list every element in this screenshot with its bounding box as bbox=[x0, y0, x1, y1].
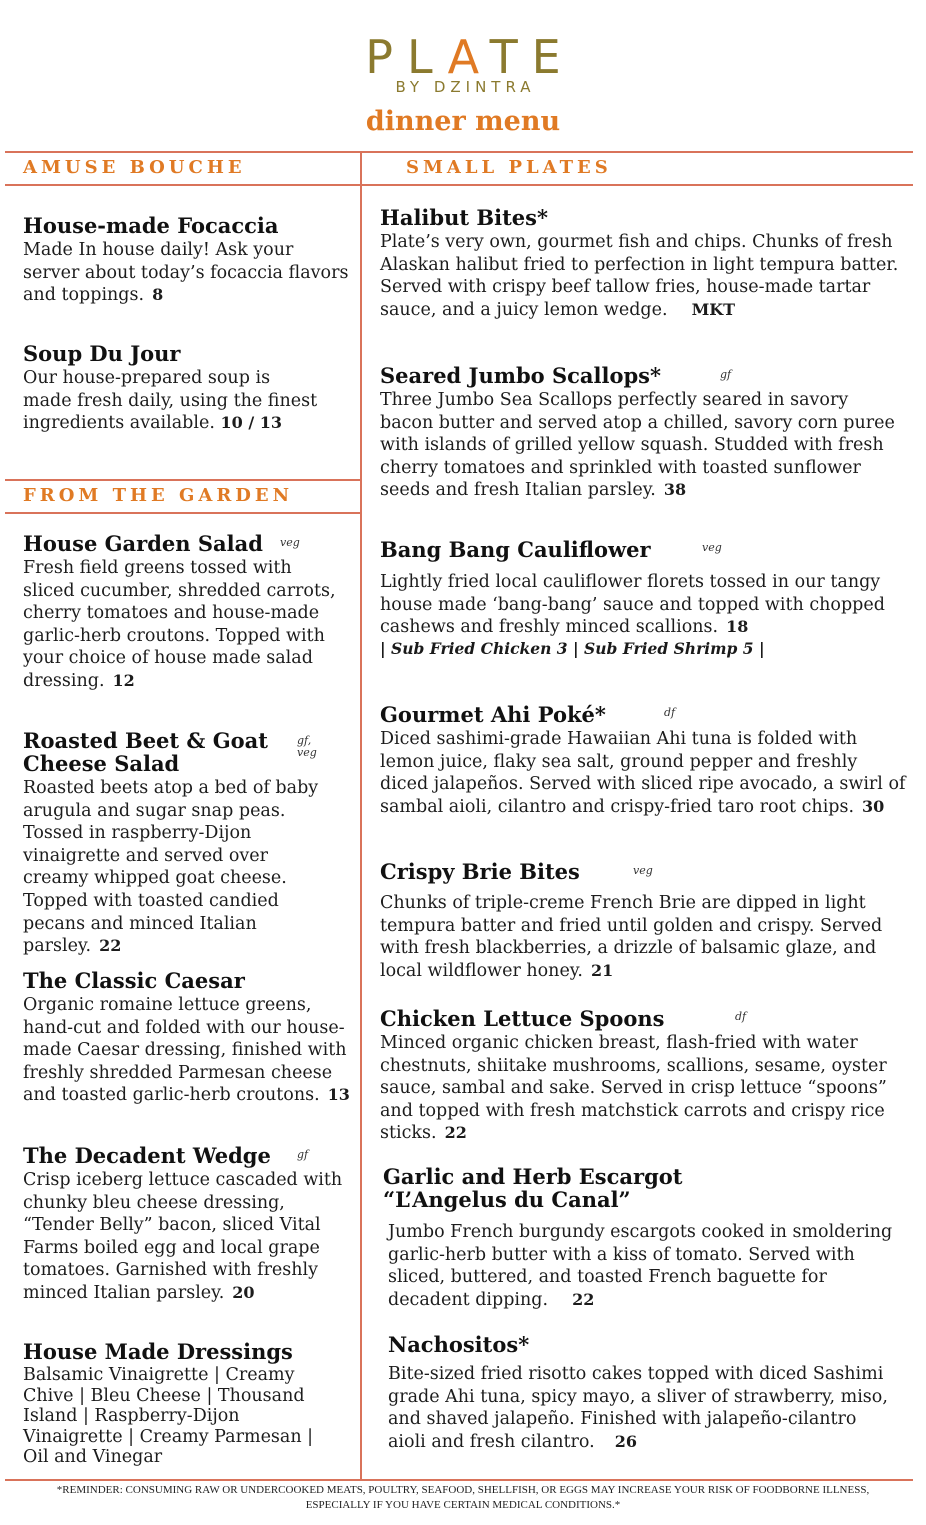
menu-item-halibut-bites bbox=[380, 206, 900, 321]
garden-bottom-rule bbox=[5, 512, 361, 514]
item-description: Plate’s very own, gourmet fish and chips. Chunks of fresh Alaskan halibut fried to perfection in light tempura batter. Served with crispy beef tallow fries, house-made tartar sauce, and a juicy lemon wedge. bbox=[380, 232, 899, 320]
item-title: Seared Jumbo Scallops* bbox=[380, 363, 661, 388]
item-description: Diced sashimi-grade Hawaiian Ahi tuna is folded with lemon juice, flaky sea salt, ground pepper and freshly diced jalapeños. Served with sliced ripe avocado, a swirl of sambal aioli, cilantro and crispy-fried taro root chips. bbox=[380, 729, 906, 817]
garden-top-rule bbox=[5, 479, 361, 481]
logo-subtitle: BY DZINTRA bbox=[395, 78, 536, 96]
item-price: 20 bbox=[232, 1282, 255, 1302]
item-title: Soup Du Jour bbox=[23, 341, 181, 366]
item-price: 13 bbox=[327, 1085, 350, 1105]
item-description: Fresh field greens tossed with sliced cucumber, shredded carrots, cherry tomatoes and house-made garlic-herb croutons. Topped with your choice of house made salad dressing. bbox=[23, 558, 336, 691]
section-from-the-garden: FROM THE GARDEN bbox=[23, 485, 294, 506]
item-title: The Classic Caesar bbox=[23, 968, 245, 993]
item-title: Gourmet Ahi Poké* bbox=[380, 702, 606, 727]
item-title: House Made Dressings bbox=[23, 1339, 293, 1364]
menu-item-decadent-wedge bbox=[23, 1144, 343, 1305]
menu-item-crispy-brie-bites bbox=[380, 860, 890, 982]
menu-item-seared-scallops bbox=[380, 364, 900, 502]
item-price: 12 bbox=[112, 670, 135, 690]
logo-wordmark: PLATE bbox=[365, 30, 575, 84]
top-rule bbox=[5, 151, 913, 153]
item-title: Bang Bang Cauliflower bbox=[380, 537, 651, 562]
item-description: Organic romaine lettuce greens, hand-cut and folded with our house-made Caesar dressing, finished with freshly shredded Parmesan cheese and toasted garlic-herb croutons. bbox=[23, 995, 347, 1106]
menu-item-house-dressings bbox=[23, 1340, 333, 1468]
item-description: Three Jumbo Sea Scallops perfectly seared in savory bacon butter and served atop a chilled, savory corn puree with islands of grilled yellow squash. Studded with fresh cherry tomatoes and sprinkled with toasted sunflower seeds and fresh Italian parsley. bbox=[380, 390, 895, 501]
item-description: Crisp iceberg lettuce cascaded with chunky bleu cheese dressing, “Tender Belly” bacon, sliced Vital Farms boiled egg and local grape tomatoes. Garnished with freshly minced Italian parsley. bbox=[23, 1170, 343, 1303]
item-price: 30 bbox=[862, 796, 885, 816]
item-description: Roasted beets atop a bed of baby arugula and sugar snap peas. Tossed in raspberry-Dijon vinaigrette and served over creamy whipped goat cheese. Topped with toasted candied pecans and minced Italian parsley. bbox=[23, 778, 319, 957]
diet-tag: veg bbox=[280, 536, 300, 549]
menu-item-classic-caesar bbox=[23, 969, 355, 1107]
item-description: Our house-prepared soup is made fresh daily, using the finest ingredients available. bbox=[23, 368, 318, 434]
item-price: 22 bbox=[572, 1289, 595, 1309]
diet-tag: df bbox=[735, 1010, 747, 1023]
menu-item-soup bbox=[23, 342, 323, 435]
item-price: MKT bbox=[691, 299, 736, 319]
item-price: 10 / 13 bbox=[220, 413, 282, 433]
diet-tag: gf bbox=[297, 1148, 309, 1161]
item-title: The Decadent Wedge bbox=[23, 1143, 271, 1168]
item-title: Roasted Beet & Goat Cheese Salad bbox=[23, 728, 268, 776]
item-title: Halibut Bites* bbox=[380, 205, 548, 230]
food-safety-disclaimer: *REMINDER: CONSUMING RAW OR UNDERCOOKED MEATS, POULTRY, SEAFOOD, SHELLFISH, OR EGGS MAY INCREASE YOUR RISK OF FOODBORNE ILLNESS, ESPECIALLY IF YOU HAVE CERTAIN MEDICAL CONDITIONS.* bbox=[56, 1484, 870, 1511]
item-description: Lightly fried local cauliflower florets tossed in our tangy house made ‘bang-bang’ sauce and topped with chopped cashews and freshly minced scallions. bbox=[380, 572, 885, 638]
menu-item-nachositos bbox=[388, 1333, 898, 1453]
item-description: Bite-sized fried risotto cakes topped with diced Sashimi grade Ahi tuna, spicy mayo, a sliver of strawberry, miso, and shaved jalapeño. Finished with jalapeño-cilantro aioli and fresh cilantro. bbox=[388, 1364, 888, 1452]
item-description: Chunks of triple-creme French Brie are dipped in light tempura batter and fried until golden and crispy. Served with fresh blackberries, a drizzle of balsamic glaze, and local wildflower honey. bbox=[380, 893, 883, 981]
item-description: Made In house daily! Ask your server about today’s focaccia flavors and toppings. bbox=[23, 240, 349, 306]
menu-item-focaccia bbox=[23, 214, 353, 307]
item-title: Chicken Lettuce Spoons bbox=[380, 1006, 665, 1031]
menu-item-house-garden-salad bbox=[23, 532, 343, 693]
item-price: 22 bbox=[444, 1123, 467, 1143]
column-divider bbox=[360, 152, 362, 1480]
menu-item-bang-bang-cauliflower bbox=[380, 538, 900, 659]
substitution-options: | Sub Fried Chicken 3 | Sub Fried Shrimp 5 | bbox=[380, 638, 765, 658]
item-price: 38 bbox=[663, 480, 687, 500]
item-title: House-made Focaccia bbox=[23, 213, 279, 238]
diet-tag: df bbox=[664, 706, 676, 719]
item-price: 22 bbox=[99, 936, 122, 956]
item-description: Balsamic Vinaigrette | Creamy Chive | Bleu Cheese | Thousand Island | Raspberry-Dijon Vinaigrette | Creamy Parmesan | Oil and Vinegar bbox=[23, 1365, 314, 1467]
diet-tag: veg bbox=[702, 541, 722, 554]
menu-item-escargot bbox=[383, 1165, 893, 1311]
item-description: Minced organic chicken breast, flash-fried with water chestnuts, shiitake mushrooms, scallions, sesame, oyster sauce, sambal and sake. Served in crisp lettuce “spoons” and topped with fresh matchstick carrots and crispy rice sticks. bbox=[380, 1033, 887, 1144]
menu-item-chicken-lettuce-spoons bbox=[380, 1007, 890, 1145]
item-price: 26 bbox=[614, 1431, 637, 1451]
item-price: 8 bbox=[152, 285, 164, 305]
item-price: 18 bbox=[726, 617, 749, 637]
item-price: 21 bbox=[590, 960, 614, 980]
diet-tag: gf, veg bbox=[297, 734, 317, 759]
section-small-plates: SMALL PLATES bbox=[406, 157, 612, 178]
header-rule bbox=[5, 184, 913, 186]
diet-tag: veg bbox=[633, 864, 653, 877]
item-description: Jumbo French burgundy escargots cooked in smoldering garlic-herb butter with a kiss of tomato. Served with sliced, buttered, and toasted French baguette for decadent dipping. bbox=[388, 1222, 893, 1310]
section-amuse-bouche: AMUSE BOUCHE bbox=[23, 157, 246, 178]
item-title: Crispy Brie Bites bbox=[380, 859, 580, 884]
menu-item-roasted-beet-salad bbox=[23, 729, 323, 958]
menu-title: dinner menu bbox=[365, 106, 561, 137]
menu-item-ahi-poke bbox=[380, 703, 910, 818]
diet-tag: gf bbox=[720, 368, 732, 381]
restaurant-logo bbox=[0, 30, 926, 96]
item-title: House Garden Salad bbox=[23, 531, 263, 556]
bottom-rule bbox=[5, 1479, 913, 1481]
item-title: Garlic and Herb Escargot “L’Angelus du Canal” bbox=[383, 1164, 683, 1212]
item-title: Nachositos* bbox=[388, 1332, 530, 1357]
logo-accent-letter: A bbox=[447, 30, 490, 84]
